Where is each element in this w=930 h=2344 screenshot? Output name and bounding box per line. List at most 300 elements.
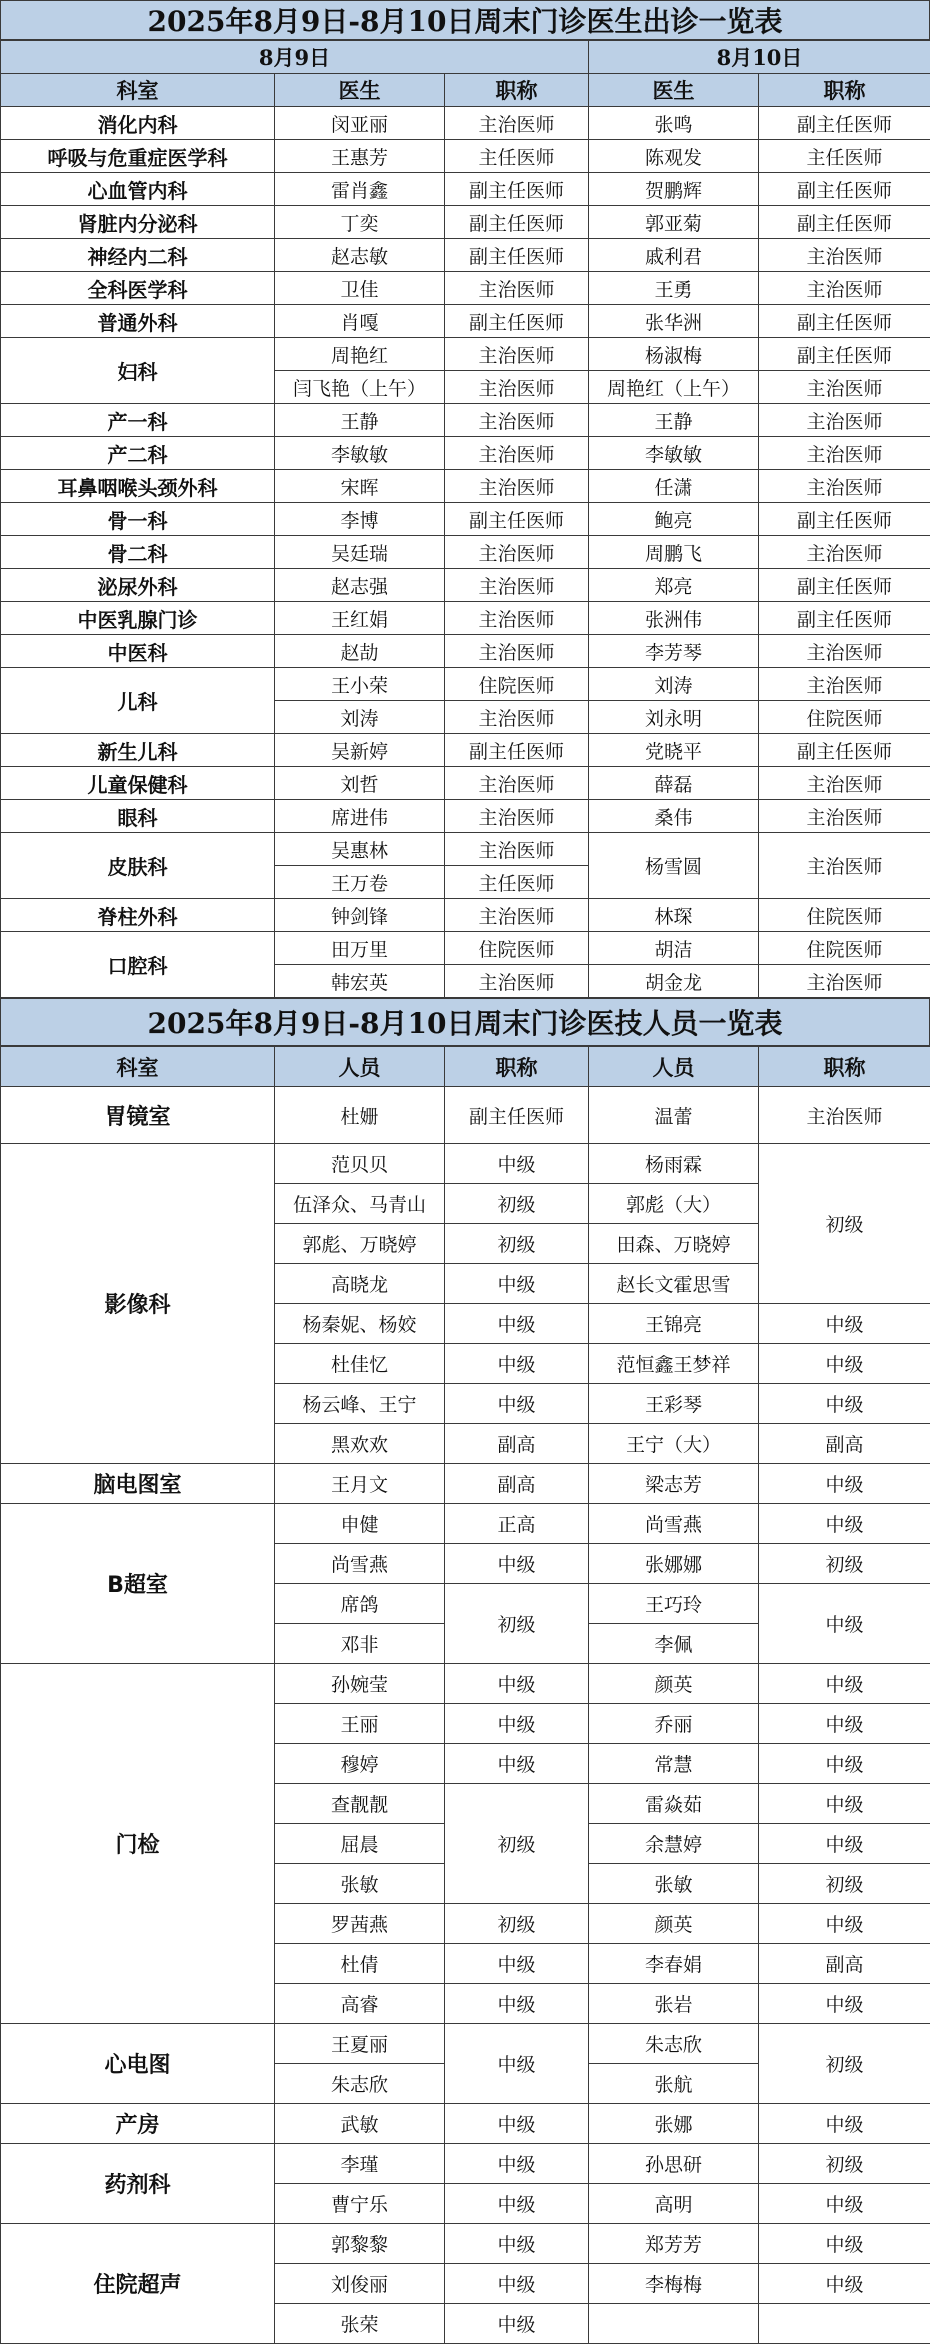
title-cell: 主任医师 [445, 866, 589, 899]
doctor-cell: 肖嘎 [275, 305, 445, 338]
doctor-cell: 钟剑锋 [275, 899, 445, 932]
doctor-cell: 李敏敏 [589, 437, 759, 470]
staff-cell: 田森、万晓婷 [589, 1224, 759, 1264]
table-row [1, 2024, 930, 2064]
title-cell: 副主任医师 [759, 305, 930, 338]
doctor-cell: 郭亚菊 [589, 206, 759, 239]
table-row [1, 338, 930, 371]
staff-cell: 范恒鑫王梦祥 [589, 1344, 759, 1384]
table-row [1, 800, 930, 833]
staff-cell: 高明 [589, 2184, 759, 2224]
title-cell: 初级 [759, 1544, 930, 1584]
table-row [1, 2224, 930, 2264]
title-cell: 主治医师 [759, 536, 930, 569]
date-header-day2: 8月10日 [589, 41, 930, 74]
title-cell: 中级 [445, 1544, 589, 1584]
doctor-cell: 赵志敏 [275, 239, 445, 272]
table-row [1, 239, 930, 272]
title-cell: 中级 [759, 1504, 930, 1544]
staff-cell: 张荣 [275, 2304, 445, 2344]
title-cell: 住院医师 [445, 932, 589, 965]
staff-cell: 曹宁乐 [275, 2184, 445, 2224]
staff-cell: 颜英 [589, 1904, 759, 1944]
department-cell: 心血管内科 [1, 173, 275, 206]
title-cell: 初级 [759, 2144, 930, 2184]
title-cell: 副主任医师 [759, 734, 930, 767]
doctor-cell: 张洲伟 [589, 602, 759, 635]
title-cell: 住院医师 [759, 701, 930, 734]
doctor-cell: 刘哲 [275, 767, 445, 800]
title-cell: 主治医师 [445, 470, 589, 503]
table-row [1, 899, 930, 932]
column-header: 医生 [589, 74, 759, 107]
staff-cell: 乔丽 [589, 1704, 759, 1744]
table-row [1, 437, 930, 470]
title-cell: 中级 [759, 1584, 930, 1664]
table-row [1, 2104, 930, 2144]
table-row [1, 1144, 930, 1184]
department-cell: 眼科 [1, 800, 275, 833]
department-cell: 儿童保健科 [1, 767, 275, 800]
doctor-cell: 陈观发 [589, 140, 759, 173]
department-cell: 妇科 [1, 338, 275, 404]
doctor-cell: 周艳红（上午） [589, 371, 759, 404]
table-row [1, 272, 930, 305]
doctor-cell: 王万卷 [275, 866, 445, 899]
table-row [1, 173, 930, 206]
title-cell: 中级 [759, 1344, 930, 1384]
staff-cell: 王彩琴 [589, 1384, 759, 1424]
doctor-cell: 周鹏飞 [589, 536, 759, 569]
title-cell: 副主任医师 [445, 173, 589, 206]
title-cell: 住院医师 [445, 668, 589, 701]
title-cell: 初级 [759, 2024, 930, 2104]
doctor-cell: 宋晖 [275, 470, 445, 503]
title-cell: 主治医师 [445, 767, 589, 800]
department-cell: 中医科 [1, 635, 275, 668]
staff-cell: 张娜 [589, 2104, 759, 2144]
staff-cell: 杜佳忆 [275, 1344, 445, 1384]
doctor-cell: 王红娟 [275, 602, 445, 635]
title-cell: 初级 [759, 1864, 930, 1904]
title-cell: 副主任医师 [759, 503, 930, 536]
table-row [1, 734, 930, 767]
title-cell: 中级 [759, 2264, 930, 2304]
doctor-cell: 胡洁 [589, 932, 759, 965]
doctor-cell: 杨淑梅 [589, 338, 759, 371]
staff-cell: 王锦亮 [589, 1304, 759, 1344]
title-cell: 主治医师 [445, 272, 589, 305]
table-row [1, 470, 930, 503]
department-cell: 脑电图室 [1, 1464, 275, 1504]
title-cell: 主治医师 [759, 635, 930, 668]
title-cell: 中级 [445, 1264, 589, 1304]
title-cell: 初级 [445, 1904, 589, 1944]
doctor-cell: 桑伟 [589, 800, 759, 833]
column-header: 职称 [759, 74, 930, 107]
staff-cell: 王夏丽 [275, 2024, 445, 2064]
table-row [1, 140, 930, 173]
staff-cell: 赵长文霍思雪 [589, 1264, 759, 1304]
table-row [1, 1664, 930, 1704]
title-cell: 主治医师 [445, 965, 589, 998]
staff-cell: 尚雪燕 [275, 1544, 445, 1584]
table-row [1, 1087, 930, 1144]
department-cell: 儿科 [1, 668, 275, 734]
table-row [1, 305, 930, 338]
staff-cell: 李春娟 [589, 1944, 759, 1984]
staff-cell: 穆婷 [275, 1744, 445, 1784]
title-cell: 初级 [445, 1584, 589, 1664]
title-cell: 中级 [445, 2264, 589, 2304]
department-cell: 胃镜室 [1, 1087, 275, 1144]
doctor-cell: 李敏敏 [275, 437, 445, 470]
staff-cell: 李瑾 [275, 2144, 445, 2184]
department-cell: 脊柱外科 [1, 899, 275, 932]
department-cell: 产一科 [1, 404, 275, 437]
doctor-cell: 周艳红 [275, 338, 445, 371]
title-cell: 主治医师 [445, 899, 589, 932]
title-cell: 中级 [759, 1464, 930, 1504]
doctor-cell: 吴廷瑞 [275, 536, 445, 569]
column-header: 科室 [1, 74, 275, 107]
staff-cell: 杜姗 [275, 1087, 445, 1144]
title-cell: 副高 [759, 1424, 930, 1464]
staff-cell: 颜英 [589, 1664, 759, 1704]
table-row [1, 404, 930, 437]
department-cell: 消化内科 [1, 107, 275, 140]
title-cell: 副主任医师 [759, 107, 930, 140]
doctor-cell: 鲍亮 [589, 503, 759, 536]
title-cell: 副高 [445, 1424, 589, 1464]
title-cell: 副主任医师 [445, 239, 589, 272]
title-cell: 主治医师 [759, 272, 930, 305]
title-cell: 副高 [445, 1464, 589, 1504]
title-cell: 中级 [759, 1744, 930, 1784]
doctor-cell: 张鸣 [589, 107, 759, 140]
table-row [1, 668, 930, 701]
title-cell: 副主任医师 [759, 338, 930, 371]
staff-cell: 罗茜燕 [275, 1904, 445, 1944]
department-cell: 肾脏内分泌科 [1, 206, 275, 239]
title-cell: 中级 [445, 1304, 589, 1344]
staff-cell: 黑欢欢 [275, 1424, 445, 1464]
doctor-cell: 胡金龙 [589, 965, 759, 998]
table-row [1, 503, 930, 536]
title-cell: 主治医师 [445, 437, 589, 470]
doctor-cell: 田万里 [275, 932, 445, 965]
staff-cell: 杨秦妮、杨姣 [275, 1304, 445, 1344]
title-cell: 住院医师 [759, 932, 930, 965]
staff-cell: 伍泽众、马青山 [275, 1184, 445, 1224]
staff-cell: 余慧婷 [589, 1824, 759, 1864]
staff-cell: 申健 [275, 1504, 445, 1544]
department-cell: 神经内二科 [1, 239, 275, 272]
staff-cell: 王宁（大） [589, 1424, 759, 1464]
doctor-cell: 卫佳 [275, 272, 445, 305]
title-cell: 中级 [445, 1384, 589, 1424]
department-cell: 住院超声 [1, 2224, 275, 2344]
title-cell: 主治医师 [759, 404, 930, 437]
title-cell: 主治医师 [759, 800, 930, 833]
doctor-cell: 薛磊 [589, 767, 759, 800]
doctor-schedule-title: 2025年8月9日-8月10日周末门诊医生出诊一览表 [0, 0, 930, 40]
staff-cell: 李梅梅 [589, 2264, 759, 2304]
title-cell: 初级 [759, 1144, 930, 1304]
table-row [1, 767, 930, 800]
title-cell: 主治医师 [759, 668, 930, 701]
staff-cell: 王丽 [275, 1704, 445, 1744]
title-cell [759, 2304, 930, 2344]
staff-cell: 张娜娜 [589, 1544, 759, 1584]
title-cell: 主治医师 [445, 338, 589, 371]
title-cell: 主治医师 [445, 536, 589, 569]
doctor-cell: 雷肖鑫 [275, 173, 445, 206]
title-cell: 副主任医师 [445, 734, 589, 767]
staff-cell: 李佩 [589, 1624, 759, 1664]
department-cell: 骨一科 [1, 503, 275, 536]
title-cell: 中级 [759, 1784, 930, 1824]
staff-cell: 杜倩 [275, 1944, 445, 1984]
title-cell: 副主任医师 [445, 503, 589, 536]
staff-cell: 朱志欣 [275, 2064, 445, 2104]
staff-cell: 孙婉莹 [275, 1664, 445, 1704]
title-cell: 中级 [759, 1664, 930, 1704]
staff-cell: 张敏 [275, 1864, 445, 1904]
column-header: 医生 [275, 74, 445, 107]
department-cell: 影像科 [1, 1144, 275, 1464]
staff-cell: 邓非 [275, 1624, 445, 1664]
title-cell: 中级 [759, 2184, 930, 2224]
table-row [1, 1464, 930, 1504]
department-cell: 新生儿科 [1, 734, 275, 767]
staff-cell: 雷焱茹 [589, 1784, 759, 1824]
staff-cell: 王巧玲 [589, 1584, 759, 1624]
title-cell: 主治医师 [445, 833, 589, 866]
doctor-cell: 贺鹏辉 [589, 173, 759, 206]
doctor-cell: 刘涛 [275, 701, 445, 734]
staff-cell: 郭彪、万晓婷 [275, 1224, 445, 1264]
staff-cell: 常慧 [589, 1744, 759, 1784]
doctor-cell: 王小荣 [275, 668, 445, 701]
doctor-cell: 席进伟 [275, 800, 445, 833]
table-row [1, 107, 930, 140]
staff-cell: 郭彪（大） [589, 1184, 759, 1224]
staff-cell: 张敏 [589, 1864, 759, 1904]
staff-cell: 查靓靓 [275, 1784, 445, 1824]
table-row [1, 206, 930, 239]
staff-cell: 高睿 [275, 1984, 445, 2024]
title-cell: 初级 [445, 1184, 589, 1224]
doctor-cell: 刘涛 [589, 668, 759, 701]
title-cell: 中级 [445, 1704, 589, 1744]
title-cell: 主治医师 [445, 800, 589, 833]
department-cell: 皮肤科 [1, 833, 275, 899]
table-row [1, 635, 930, 668]
department-cell: 门检 [1, 1664, 275, 2024]
staff-cell: 王月文 [275, 1464, 445, 1504]
title-cell: 中级 [445, 2024, 589, 2104]
staff-cell: 孙思研 [589, 2144, 759, 2184]
doctor-schedule-table [0, 40, 930, 998]
column-header-row [1, 74, 930, 107]
department-cell: 骨二科 [1, 536, 275, 569]
title-cell: 正高 [445, 1504, 589, 1544]
department-cell: 呼吸与危重症医学科 [1, 140, 275, 173]
title-cell: 中级 [445, 2224, 589, 2264]
doctor-cell: 戚利君 [589, 239, 759, 272]
staff-cell: 尚雪燕 [589, 1504, 759, 1544]
title-cell: 主治医师 [445, 404, 589, 437]
title-cell: 主治医师 [445, 701, 589, 734]
title-cell: 中级 [759, 1384, 930, 1424]
title-cell: 中级 [759, 2224, 930, 2264]
department-cell: 全科医学科 [1, 272, 275, 305]
table-row [1, 2144, 930, 2184]
table-row [1, 569, 930, 602]
doctor-cell: 韩宏英 [275, 965, 445, 998]
doctor-cell: 张华洲 [589, 305, 759, 338]
title-cell: 副主任医师 [445, 206, 589, 239]
staff-cell: 梁志芳 [589, 1464, 759, 1504]
staff-cell: 高晓龙 [275, 1264, 445, 1304]
staff-cell: 郑芳芳 [589, 2224, 759, 2264]
title-cell: 中级 [445, 1744, 589, 1784]
column-header-row [1, 1047, 930, 1087]
staff-cell: 温蕾 [589, 1087, 759, 1144]
staff-cell: 张岩 [589, 1984, 759, 2024]
title-cell: 主治医师 [759, 965, 930, 998]
title-cell: 主治医师 [759, 833, 930, 899]
technician-schedule-title: 2025年8月9日-8月10日周末门诊医技人员一览表 [0, 998, 930, 1046]
title-cell: 副高 [759, 1944, 930, 1984]
title-cell: 主治医师 [759, 767, 930, 800]
doctor-cell: 王静 [589, 404, 759, 437]
department-cell: 耳鼻咽喉头颈外科 [1, 470, 275, 503]
column-header: 人员 [589, 1047, 759, 1087]
staff-cell: 郭黎黎 [275, 2224, 445, 2264]
staff-cell: 武敏 [275, 2104, 445, 2144]
doctor-cell: 王静 [275, 404, 445, 437]
department-cell: 药剂科 [1, 2144, 275, 2224]
doctor-cell: 赵志强 [275, 569, 445, 602]
doctor-cell: 丁奕 [275, 206, 445, 239]
staff-cell: 刘俊丽 [275, 2264, 445, 2304]
title-cell: 中级 [445, 2184, 589, 2224]
doctor-cell: 刘永明 [589, 701, 759, 734]
department-cell: 泌尿外科 [1, 569, 275, 602]
department-cell: 口腔科 [1, 932, 275, 998]
column-header: 职称 [445, 1047, 589, 1087]
column-header: 职称 [759, 1047, 930, 1087]
doctor-cell: 闵亚丽 [275, 107, 445, 140]
doctor-cell: 党晓平 [589, 734, 759, 767]
title-cell: 中级 [445, 1984, 589, 2024]
department-cell: 心电图 [1, 2024, 275, 2104]
doctor-cell: 任潇 [589, 470, 759, 503]
doctor-cell: 赵劼 [275, 635, 445, 668]
title-cell: 主治医师 [445, 371, 589, 404]
table-row [1, 932, 930, 965]
column-header: 职称 [445, 74, 589, 107]
column-header: 人员 [275, 1047, 445, 1087]
doctor-cell: 吴惠林 [275, 833, 445, 866]
title-cell: 主治医师 [445, 602, 589, 635]
staff-cell: 杨雨霖 [589, 1144, 759, 1184]
title-cell: 中级 [759, 1904, 930, 1944]
department-cell: B超室 [1, 1504, 275, 1664]
doctor-cell: 李芳琴 [589, 635, 759, 668]
title-cell: 主任医师 [445, 140, 589, 173]
staff-cell: 范贝贝 [275, 1144, 445, 1184]
title-cell: 中级 [759, 1984, 930, 2024]
department-cell: 中医乳腺门诊 [1, 602, 275, 635]
doctor-cell: 林琛 [589, 899, 759, 932]
doctor-cell: 闫飞艳（上午） [275, 371, 445, 404]
title-cell: 副主任医师 [445, 305, 589, 338]
title-cell: 副主任医师 [759, 173, 930, 206]
title-cell: 副主任医师 [759, 602, 930, 635]
title-cell: 主治医师 [759, 1087, 930, 1144]
doctor-cell: 郑亮 [589, 569, 759, 602]
staff-cell [589, 2304, 759, 2344]
title-cell: 初级 [445, 1224, 589, 1264]
title-cell: 初级 [445, 1784, 589, 1904]
title-cell: 主治医师 [759, 239, 930, 272]
title-cell: 中级 [445, 1664, 589, 1704]
table-row [1, 1504, 930, 1544]
title-cell: 主治医师 [759, 470, 930, 503]
doctor-cell: 吴新婷 [275, 734, 445, 767]
title-cell: 副主任医师 [445, 1087, 589, 1144]
technician-schedule-table [0, 1046, 930, 2344]
department-cell: 普通外科 [1, 305, 275, 338]
title-cell: 主治医师 [759, 371, 930, 404]
table-row [1, 536, 930, 569]
table-row [1, 833, 930, 866]
department-cell: 产房 [1, 2104, 275, 2144]
title-cell: 中级 [445, 1144, 589, 1184]
title-cell: 中级 [445, 2104, 589, 2144]
doctor-cell: 王惠芳 [275, 140, 445, 173]
title-cell: 中级 [759, 1304, 930, 1344]
title-cell: 主治医师 [759, 437, 930, 470]
title-cell: 中级 [445, 2304, 589, 2344]
doctor-cell: 王勇 [589, 272, 759, 305]
staff-cell: 张航 [589, 2064, 759, 2104]
title-cell: 中级 [759, 1704, 930, 1744]
title-cell: 中级 [445, 1944, 589, 1984]
date-header-day1: 8月9日 [1, 41, 589, 74]
title-cell: 副主任医师 [759, 569, 930, 602]
title-cell: 主治医师 [445, 635, 589, 668]
title-cell: 主任医师 [759, 140, 930, 173]
title-cell: 中级 [759, 1824, 930, 1864]
title-cell: 住院医师 [759, 899, 930, 932]
title-cell: 中级 [445, 2144, 589, 2184]
doctor-cell: 李博 [275, 503, 445, 536]
title-cell: 副主任医师 [759, 206, 930, 239]
staff-cell: 杨云峰、王宁 [275, 1384, 445, 1424]
staff-cell: 屈晨 [275, 1824, 445, 1864]
title-cell: 主治医师 [445, 107, 589, 140]
table-row [1, 602, 930, 635]
date-header-row [1, 41, 930, 74]
column-header: 科室 [1, 1047, 275, 1087]
title-cell: 中级 [445, 1344, 589, 1384]
title-cell: 主治医师 [445, 569, 589, 602]
title-cell: 中级 [759, 2104, 930, 2144]
